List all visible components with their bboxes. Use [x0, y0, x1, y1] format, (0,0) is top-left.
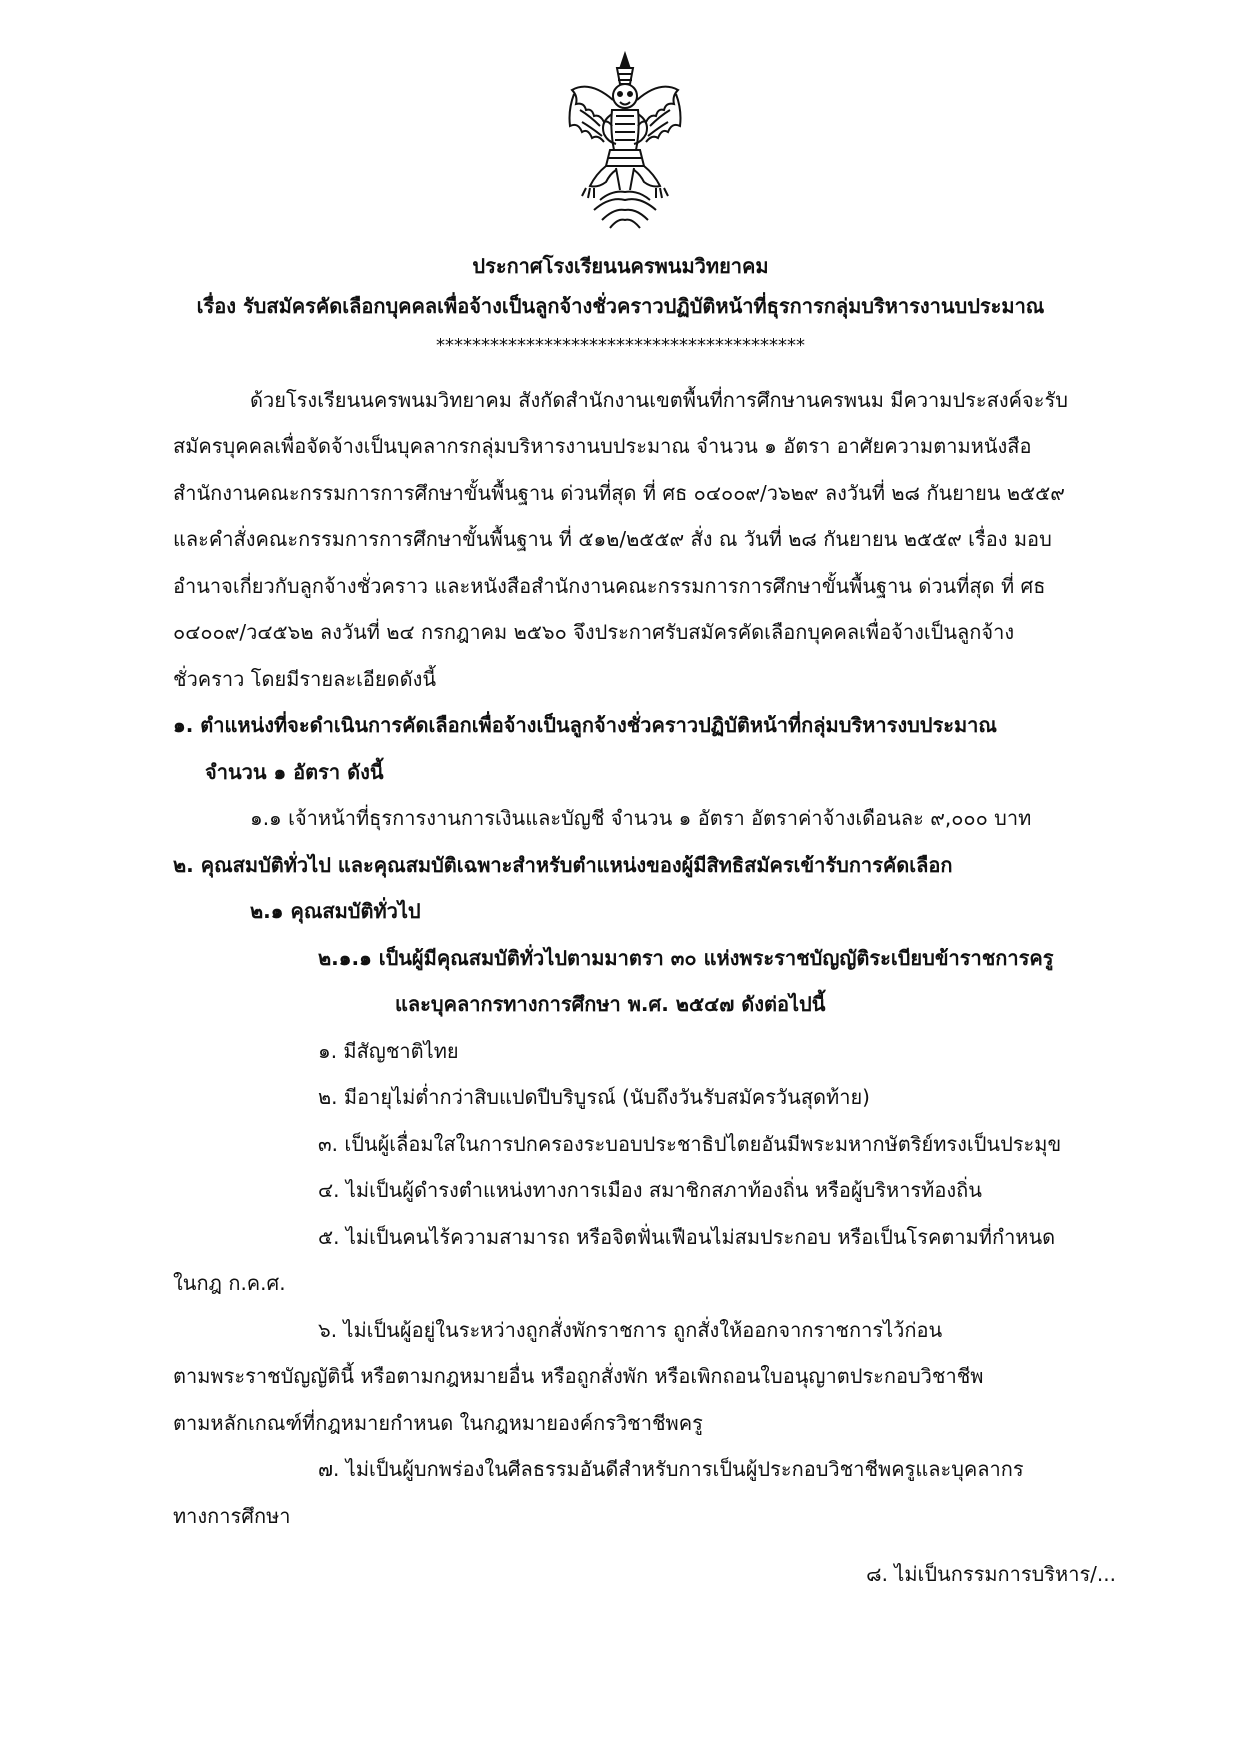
section-1-item: ๑.๑ เจ้าหน้าที่ธุรการงานการเงินและบัญชี จำนวน ๑ อัตรา อัตราค่าจ้างเดือนละ ๙,๐๐๐ บาท — [250, 806, 1032, 830]
intro-line-1: ด้วยโรงเรียนนครพนมวิทยาคม สังกัดสำนักงานเขตพื้นที่การศึกษานครพนม มีความประสงค์จะรับ — [250, 388, 1068, 412]
clause-2-1-1-cont: และบุคลากรทางการศึกษา พ.ศ. ๒๕๔๗ ดังต่อไปนี้ — [395, 992, 826, 1016]
qualification-item-5: ๕. ไม่เป็นคนไร้ความสามารถ หรือจิตฟั่นเฟือนไม่สมประกอบ หรือเป็นโรคตามที่กำหนด — [318, 1225, 1056, 1249]
qualification-item-6-cont-1: ตามพระราชบัญญัตินี้ หรือตามกฎหมายอื่น หรือถูกสั่งพัก หรือเพิกถอนใบอนุญาตประกอบวิชาชีพ — [173, 1364, 984, 1388]
intro-line-5: อำนาจเกี่ยวกับลูกจ้างชั่วคราว และหนังสือสำนักงานคณะกรรมการการศึกษาขั้นพื้นฐาน ด่วนที่สุด ที่ ศธ — [173, 574, 1046, 598]
separator-line: ***************************************** — [436, 335, 805, 356]
section-2-heading: ๒. คุณสมบัติทั่วไป และคุณสมบัติเฉพาะสำหรับตำแหน่งของผู้มีสิทธิสมัครเข้ารับการคัดเลือก — [173, 853, 953, 877]
section-2-1-heading: ๒.๑ คุณสมบัติทั่วไป — [250, 899, 421, 923]
garuda-emblem-icon — [560, 50, 690, 232]
qualification-item-7: ๗. ไม่เป็นผู้บกพร่องในศีลธรรมอันดีสำหรับการเป็นผู้ประกอบวิชาชีพครูและบุคลากร — [318, 1457, 1024, 1481]
announcement-title: ประกาศโรงเรียนนครพนมวิทยาคม — [472, 254, 769, 278]
section-1-heading-cont: จำนวน ๑ อัตรา ดังนี้ — [205, 760, 384, 784]
intro-line-4: และคำสั่งคณะกรรมการการศึกษาขั้นพื้นฐาน ที่ ๕๑๒/๒๕๕๙ สั่ง ณ วันที่ ๒๘ กันยายน ๒๕๕๙ เรื่อง มอบ — [173, 527, 1052, 551]
qualification-item-1: ๑. มีสัญชาติไทย — [318, 1039, 459, 1063]
intro-line-7: ชั่วคราว โดยมีรายละเอียดดังนี้ — [173, 667, 437, 691]
section-1-heading: ๑. ตำแหน่งที่จะดำเนินการคัดเลือกเพื่อจ้างเป็นลูกจ้างชั่วคราวปฏิบัติหน้าที่กลุ่มบริหารงบประมาณ — [173, 713, 997, 737]
qualification-item-7-cont: ทางการศึกษา — [173, 1504, 291, 1528]
qualification-item-3: ๓. เป็นผู้เลื่อมใสในการปกครองระบอบประชาธิปไตยอันมีพระมหากษัตริย์ทรงเป็นประมุข — [318, 1132, 1062, 1156]
intro-line-3: สำนักงานคณะกรรมการการศึกษาขั้นพื้นฐาน ด่วนที่สุด ที่ ศธ ๐๔๐๐๙/ว๖๒๙ ลงวันที่ ๒๘ กันยายน ๒๕๕๙ — [173, 481, 1065, 505]
intro-line-6: ๐๔๐๐๙/ว๔๕๖๒ ลงวันที่ ๒๔ กรกฎาคม ๒๕๖๐ จึงประกาศรับสมัครคัดเลือกบุคคลเพื่อจ้างเป็นลูกจ้าง — [173, 620, 1015, 644]
clause-2-1-1: ๒.๑.๑ เป็นผู้มีคุณสมบัติทั่วไปตามมาตรา ๓๐ แห่งพระราชบัญญัติระเบียบข้าราชการครู — [318, 946, 1054, 970]
qualification-item-4: ๔. ไม่เป็นผู้ดำรงตำแหน่งทางการเมือง สมาชิกสภาท้องถิ่น หรือผู้บริหารท้องถิ่น — [318, 1178, 982, 1202]
continuation-note: ๘. ไม่เป็นกรรมการบริหาร/... — [866, 1562, 1116, 1586]
qualification-item-2: ๒. มีอายุไม่ต่ำกว่าสิบแปดปีบริบูรณ์ (นับถึงวันรับสมัครวันสุดท้าย) — [318, 1085, 870, 1109]
intro-line-2: สมัครบุคคลเพื่อจัดจ้างเป็นบุคลากรกลุ่มบริหารงานบประมาณ จำนวน ๑ อัตรา อาศัยความตามหนังสือ — [173, 434, 1032, 458]
qualification-item-5-cont: ในกฎ ก.ค.ศ. — [173, 1271, 286, 1295]
qualification-item-6-cont-2: ตามหลักเกณฑ์ที่กฎหมายกำหนด ในกฎหมายองค์กรวิชาชีพครู — [173, 1411, 703, 1435]
qualification-item-6: ๖. ไม่เป็นผู้อยู่ในระหว่างถูกสั่งพักราชการ ถูกสั่งให้ออกจากราชการไว้ก่อน — [318, 1318, 943, 1342]
announcement-subject: เรื่อง รับสมัครคัดเลือกบุคคลเพื่อจ้างเป็นลูกจ้างชั่วคราวปฏิบัติหน้าที่ธุรการกลุ่มบริหารงานบประมาณ — [196, 294, 1045, 318]
